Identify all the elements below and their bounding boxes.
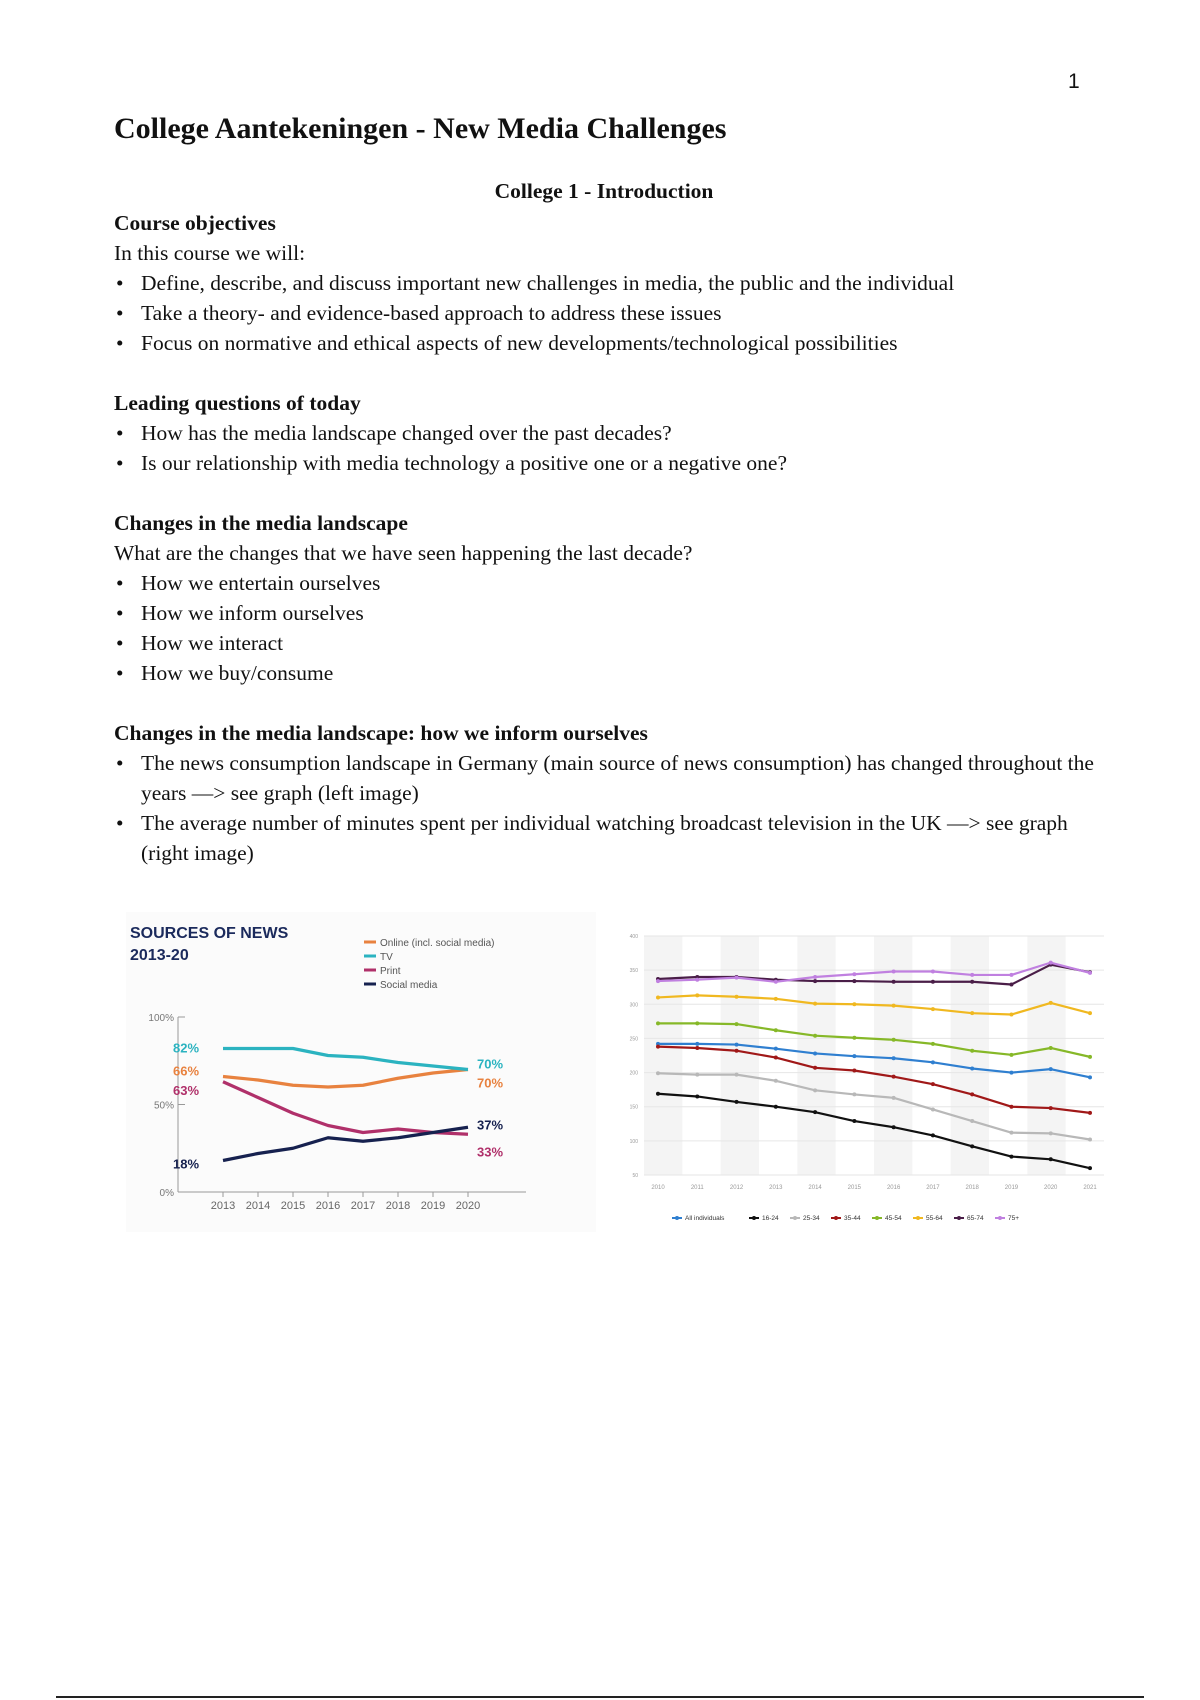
data-point-all-individuals <box>813 1051 817 1055</box>
y-tick-label: 100 <box>629 1138 638 1145</box>
section-intro: In this course we will: <box>114 241 306 265</box>
legend-label-45-54: 45-54 <box>885 1215 902 1222</box>
data-point-75 <box>774 980 778 984</box>
data-point-16-24 <box>735 1100 739 1104</box>
legend-marker-all-individuals <box>675 1216 679 1220</box>
legend-label-25-34: 25-34 <box>803 1215 820 1222</box>
data-point-45-54 <box>931 1042 935 1046</box>
data-point-55-64 <box>1049 1001 1053 1005</box>
sources-of-news-svg <box>126 912 596 1232</box>
data-point-16-24 <box>970 1144 974 1148</box>
legend-marker-25-34 <box>793 1216 797 1220</box>
data-point-16-24 <box>1049 1157 1053 1161</box>
data-point-all-individuals <box>735 1043 739 1047</box>
section-heading: Course objectives <box>114 211 276 235</box>
legend-label-print: Print <box>380 966 401 977</box>
list-item: • Is our relationship with media technology a positive one or a negative one? <box>114 448 1094 478</box>
x-tick-label: 2011 <box>690 1185 704 1191</box>
x-tick-label: 2020 <box>455 1200 481 1212</box>
list-item: • How we buy/consume <box>114 658 1094 688</box>
data-point-55-64 <box>970 1011 974 1015</box>
x-tick-label: 2018 <box>385 1200 411 1212</box>
data-point-55-64 <box>1009 1013 1013 1017</box>
data-point-45-54 <box>656 1021 660 1025</box>
series-line-print <box>223 1082 468 1135</box>
x-tick-label: 2012 <box>729 1185 744 1191</box>
x-tick-label: 2016 <box>315 1200 341 1212</box>
bottom-divider <box>56 1696 1144 1698</box>
series-line-social-media <box>223 1127 468 1160</box>
section-inform-ourselves <box>114 718 1094 868</box>
section-intro: What are the changes that we have seen happening the last decade? <box>114 541 693 565</box>
data-point-75 <box>1088 971 1092 975</box>
data-point-16-24 <box>813 1110 817 1114</box>
data-point-75 <box>813 975 817 979</box>
x-tick-label: 2016 <box>886 1185 901 1191</box>
end-label-tv: 70% <box>477 1056 504 1072</box>
data-point-25-34 <box>970 1119 974 1123</box>
data-point-all-individuals <box>774 1047 778 1051</box>
data-point-16-24 <box>1088 1166 1092 1170</box>
list-item: • How has the media landscape changed over the past decades? <box>114 418 1094 448</box>
section-heading: Changes in the media landscape: how we inform ourselves <box>114 721 648 745</box>
data-point-16-24 <box>774 1105 778 1109</box>
data-point-25-34 <box>852 1092 856 1096</box>
legend-label-social-media: Social media <box>380 980 438 991</box>
data-point-all-individuals <box>892 1056 896 1060</box>
data-point-55-64 <box>1088 1011 1092 1015</box>
start-label-print: 63% <box>173 1082 200 1098</box>
data-point-75 <box>1009 973 1013 977</box>
data-point-55-64 <box>735 995 739 999</box>
legend-label-tv: TV <box>380 952 393 963</box>
data-point-35-44 <box>735 1049 739 1053</box>
section-leading-questions <box>114 388 1094 478</box>
x-tick-label: 2020 <box>1044 1185 1058 1191</box>
list-item: • Focus on normative and ethical aspects of new developments/technological possibilities <box>114 328 1094 358</box>
data-point-45-54 <box>970 1049 974 1053</box>
data-point-all-individuals <box>852 1054 856 1058</box>
data-point-55-64 <box>695 993 699 997</box>
data-point-all-individuals <box>931 1060 935 1064</box>
data-point-25-34 <box>813 1088 817 1092</box>
end-label-print: 33% <box>477 1144 504 1160</box>
data-point-75 <box>656 979 660 983</box>
data-point-all-individuals <box>695 1042 699 1046</box>
data-point-35-44 <box>656 1045 660 1049</box>
end-label-online-incl-social-media: 70% <box>477 1075 504 1091</box>
page-number: 1 <box>1068 70 1080 93</box>
sources-of-news-chart <box>126 912 596 1232</box>
x-tick-label: 2021 <box>1083 1185 1097 1191</box>
data-point-45-54 <box>695 1021 699 1025</box>
data-point-45-54 <box>1088 1055 1092 1059</box>
start-label-tv: 82% <box>173 1040 200 1056</box>
list-item: • How we inform ourselves <box>114 598 1094 628</box>
y-tick-label: 50 <box>632 1173 638 1179</box>
bullet-list <box>114 268 1094 358</box>
data-point-35-44 <box>695 1046 699 1050</box>
x-tick-label: 2015 <box>280 1200 306 1212</box>
end-label-social-media: 37% <box>477 1117 504 1133</box>
data-point-45-54 <box>774 1028 778 1032</box>
data-point-55-64 <box>656 995 660 999</box>
data-point-35-44 <box>892 1075 896 1079</box>
data-point-16-24 <box>931 1133 935 1137</box>
data-point-45-54 <box>735 1022 739 1026</box>
data-point-35-44 <box>1049 1106 1053 1110</box>
x-tick-label: 2019 <box>1004 1185 1019 1191</box>
section-media-landscape-changes <box>114 508 1094 688</box>
y-tick-label: 100% <box>148 1013 174 1024</box>
data-point-35-44 <box>1088 1111 1092 1115</box>
data-point-65-74 <box>970 980 974 984</box>
data-point-all-individuals <box>970 1066 974 1070</box>
bullet-list <box>114 748 1094 868</box>
y-tick-label: 400 <box>629 934 638 940</box>
list-item: • The news consumption landscape in Germany (main source of news consumption) has changed throughout the years —> see graph (left image) <box>114 748 1094 808</box>
data-point-65-74 <box>892 980 896 984</box>
list-item: • How we interact <box>114 628 1094 658</box>
legend-label-online-incl-social-media: Online (incl. social media) <box>380 938 495 949</box>
chart-title: SOURCES OF NEWS <box>130 925 289 942</box>
list-item: • How we entertain ourselves <box>114 568 1094 598</box>
data-point-35-44 <box>970 1092 974 1096</box>
document-body <box>114 176 1094 898</box>
data-point-all-individuals <box>1009 1071 1013 1075</box>
y-tick-label: 300 <box>629 1002 638 1009</box>
y-tick-label: 250 <box>629 1036 638 1043</box>
x-tick-label: 2013 <box>210 1200 236 1212</box>
data-point-35-44 <box>931 1082 935 1086</box>
data-point-45-54 <box>813 1034 817 1038</box>
data-point-25-34 <box>892 1096 896 1100</box>
data-point-all-individuals <box>1088 1075 1092 1079</box>
section-heading: Changes in the media landscape <box>114 511 408 535</box>
legend-marker-45-54 <box>875 1216 879 1220</box>
data-point-75 <box>931 970 935 974</box>
data-point-25-34 <box>695 1073 699 1077</box>
legend-label-16-24: 16-24 <box>762 1215 779 1222</box>
bullet-list <box>114 568 1094 688</box>
data-point-16-24 <box>852 1119 856 1123</box>
data-point-55-64 <box>813 1002 817 1006</box>
y-tick-label: 150 <box>629 1104 638 1111</box>
data-point-35-44 <box>852 1069 856 1073</box>
start-label-social-media: 18% <box>173 1156 200 1172</box>
data-point-75 <box>695 978 699 982</box>
tv-minutes-svg <box>626 920 1126 1230</box>
x-tick-label: 2017 <box>926 1185 940 1191</box>
data-point-all-individuals <box>1049 1067 1053 1071</box>
grid-band <box>951 936 989 1175</box>
data-point-25-34 <box>1049 1131 1053 1135</box>
chart-subtitle: 2013-20 <box>130 947 189 964</box>
y-tick-label: 50% <box>153 1100 174 1112</box>
data-point-25-34 <box>735 1073 739 1077</box>
tv-minutes-chart <box>626 920 1126 1230</box>
data-point-25-34 <box>656 1071 660 1075</box>
data-point-25-34 <box>1009 1131 1013 1135</box>
lecture-subtitle: College 1 - Introduction <box>494 179 714 203</box>
legend-marker-75 <box>998 1216 1002 1220</box>
data-point-75 <box>970 973 974 977</box>
data-point-55-64 <box>892 1004 896 1008</box>
data-point-55-64 <box>931 1007 935 1011</box>
list-item: • Take a theory- and evidence-based approach to address these issues <box>114 298 1094 328</box>
x-tick-label: 2010 <box>651 1185 665 1191</box>
data-point-35-44 <box>1009 1105 1013 1109</box>
section-course-objectives <box>114 208 1094 358</box>
data-point-65-74 <box>1009 982 1013 986</box>
data-point-25-34 <box>774 1079 778 1083</box>
x-tick-label: 2017 <box>350 1200 376 1212</box>
data-point-16-24 <box>892 1125 896 1129</box>
x-tick-label: 2018 <box>965 1185 979 1191</box>
x-tick-label: 2013 <box>769 1185 783 1191</box>
data-point-55-64 <box>852 1002 856 1006</box>
data-point-45-54 <box>1049 1046 1053 1050</box>
series-line-online-incl-social-media <box>223 1070 468 1088</box>
legend-label-55-64: 55-64 <box>926 1215 943 1222</box>
series-line-tv <box>223 1049 468 1070</box>
data-point-65-74 <box>931 980 935 984</box>
data-point-75 <box>852 972 856 976</box>
data-point-45-54 <box>892 1038 896 1042</box>
grid-band <box>1027 936 1065 1175</box>
bullet-list <box>114 418 1094 478</box>
data-point-75 <box>735 976 739 980</box>
x-tick-label: 2019 <box>420 1200 446 1212</box>
x-tick-label: 2014 <box>245 1200 271 1212</box>
data-point-16-24 <box>695 1094 699 1098</box>
data-point-16-24 <box>1009 1155 1013 1159</box>
data-point-45-54 <box>1009 1053 1013 1057</box>
legend-marker-16-24 <box>752 1216 756 1220</box>
data-point-65-74 <box>852 979 856 983</box>
grid-band <box>644 936 682 1175</box>
list-item: • Define, describe, and discuss important new challenges in media, the public and the individual <box>114 268 1094 298</box>
data-point-35-44 <box>774 1056 778 1060</box>
data-point-55-64 <box>774 997 778 1001</box>
data-point-45-54 <box>852 1036 856 1040</box>
start-label-online-incl-social-media: 66% <box>173 1063 200 1079</box>
grid-band <box>721 936 759 1175</box>
legend-marker-65-74 <box>957 1216 961 1220</box>
y-tick-label: 350 <box>629 968 638 975</box>
data-point-25-34 <box>1088 1137 1092 1141</box>
data-point-16-24 <box>656 1092 660 1096</box>
data-point-75 <box>1049 961 1053 965</box>
legend-marker-55-64 <box>916 1216 920 1220</box>
data-point-35-44 <box>813 1066 817 1070</box>
list-item: • The average number of minutes spent per individual watching broadcast television in the UK —> see graph (right image) <box>114 808 1094 868</box>
data-point-65-74 <box>813 979 817 983</box>
data-point-25-34 <box>931 1107 935 1111</box>
x-tick-label: 2015 <box>847 1185 862 1191</box>
document-title: College Aantekeningen - New Media Challenges <box>114 112 727 145</box>
data-point-75 <box>892 970 896 974</box>
x-tick-label: 2014 <box>808 1185 822 1191</box>
section-heading: Leading questions of today <box>114 391 361 415</box>
legend-label-35-44: 35-44 <box>844 1215 861 1222</box>
legend-label-75: 75+ <box>1008 1215 1020 1222</box>
y-tick-label: 200 <box>629 1070 638 1077</box>
legend-marker-35-44 <box>834 1216 838 1220</box>
legend-label-all-individuals: All individuals <box>685 1215 725 1222</box>
legend-label-65-74: 65-74 <box>967 1215 984 1222</box>
y-tick-label: 0% <box>159 1188 174 1199</box>
